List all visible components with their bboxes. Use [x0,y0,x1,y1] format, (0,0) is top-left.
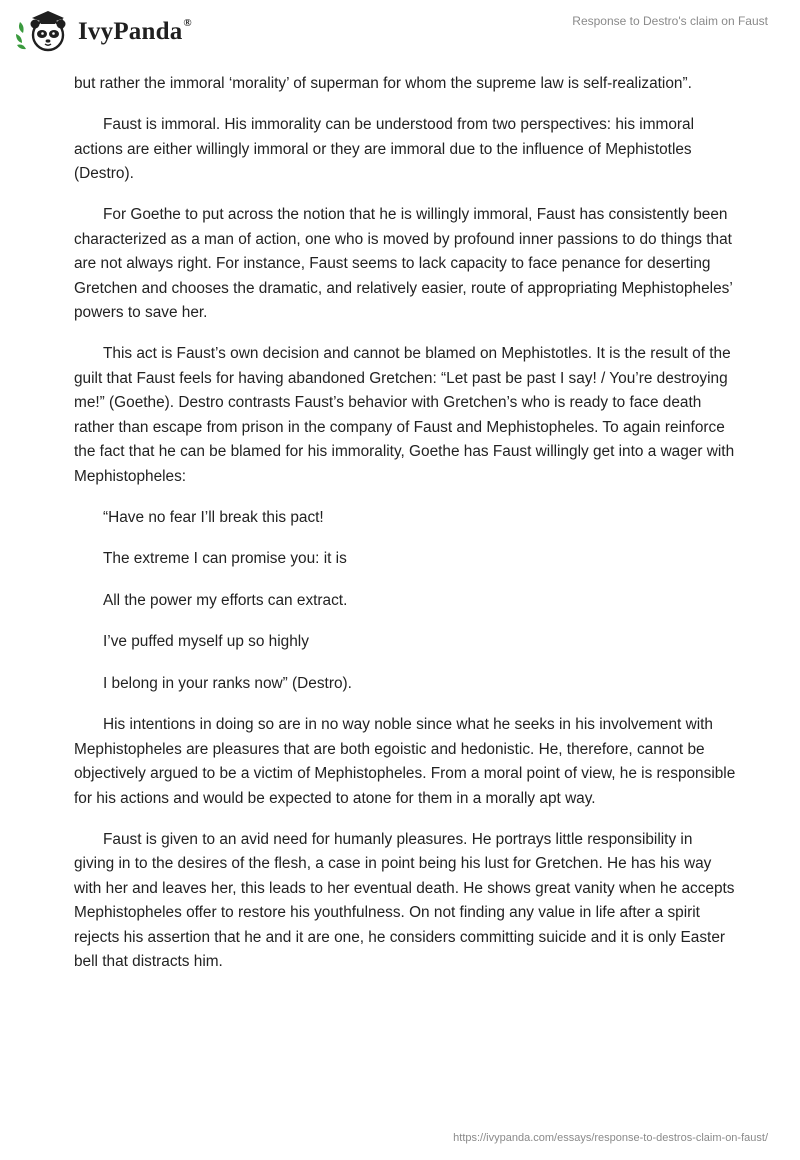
quote-line: I’ve puffed myself up so highly [103,633,309,650]
quote-line: The extreme I can promise you: it is [103,550,347,567]
quote-line: I belong in your ranks now” (Destro). [103,674,352,692]
quote-line: All the power my efforts can extract. [103,591,348,609]
paragraph: Faust is immoral. His immorality can be understood from two perspectives: his immoral actions are either willingly immoral or they are immoral due to the influence of Mephistotles (Destro). [74,116,695,182]
essay-body [74,72,736,991]
panda-graduation-cap-icon [16,9,72,53]
paragraph: This act is Faust’s own decision and cannot be blamed on Mephistotles. It is the result of the guilt that Faust feels for having abandoned Gretchen: “Let past be past I say! / You’re destroying me!” (Goethe). Destro contrasts Faust’s behavior with Gretchen’s who is ready to face death rather than escape from prison in the company of Faust and Mephistopheles. To again reinforce the fact that he can be blamed for his immorality, Goethe has Faust willingly get into a wager with Mephistopheles: [74,345,735,485]
page-header [0,0,800,70]
document-title: Response to Destro's claim on Faust [572,14,768,28]
paragraph: but rather the immoral ‘morality’ of superman for whom the supreme law is self-realization”. [74,75,692,92]
paragraph: Faust is given to an avid need for humanly pleasures. He portrays little responsibility in giving in to the desires of the flesh, a case in point being his lust for Gretchen. He has his way with her and leaves her, this leads to her eventual death. He shows great vanity when he accepts Mephistopheles offer to restore his youthfulness. On not finding any value in life after a spirit rejects his assertion that he and it are one, he considers committing suicide and it is only Easter bell that distracts him. [74,830,735,970]
source-url[interactable]: https://ivypanda.com/essays/response-to-destros-claim-on-faust/ [453,1132,768,1144]
logo-wordmark: IvyPanda® [78,16,192,45]
ivypanda-logo[interactable] [16,9,192,53]
quote-line: “Have no fear I’ll break this pact! [103,508,324,526]
paragraph: His intentions in doing so are in no way noble since what he seeks in his involvement with Mephistopheles are pleasures that are both egoistic and hedonistic. He, therefore, cannot be objectively argued to be a victim of Mephistopheles. From a moral point of view, he is responsible for his actions and would be expected to atone for them in a morally apt way. [74,716,736,807]
paragraph: For Goethe to put across the notion that he is willingly immoral, Faust has consistently been characterized as a man of action, one who is moved by profound inner passions to do things that are not always right. For instance, Faust seems to lack capacity to face penance for deserting Gretchen and chooses the dramatic, and relatively easier, route of appropriating Mephistopheles’ powers to save her. [74,206,733,321]
